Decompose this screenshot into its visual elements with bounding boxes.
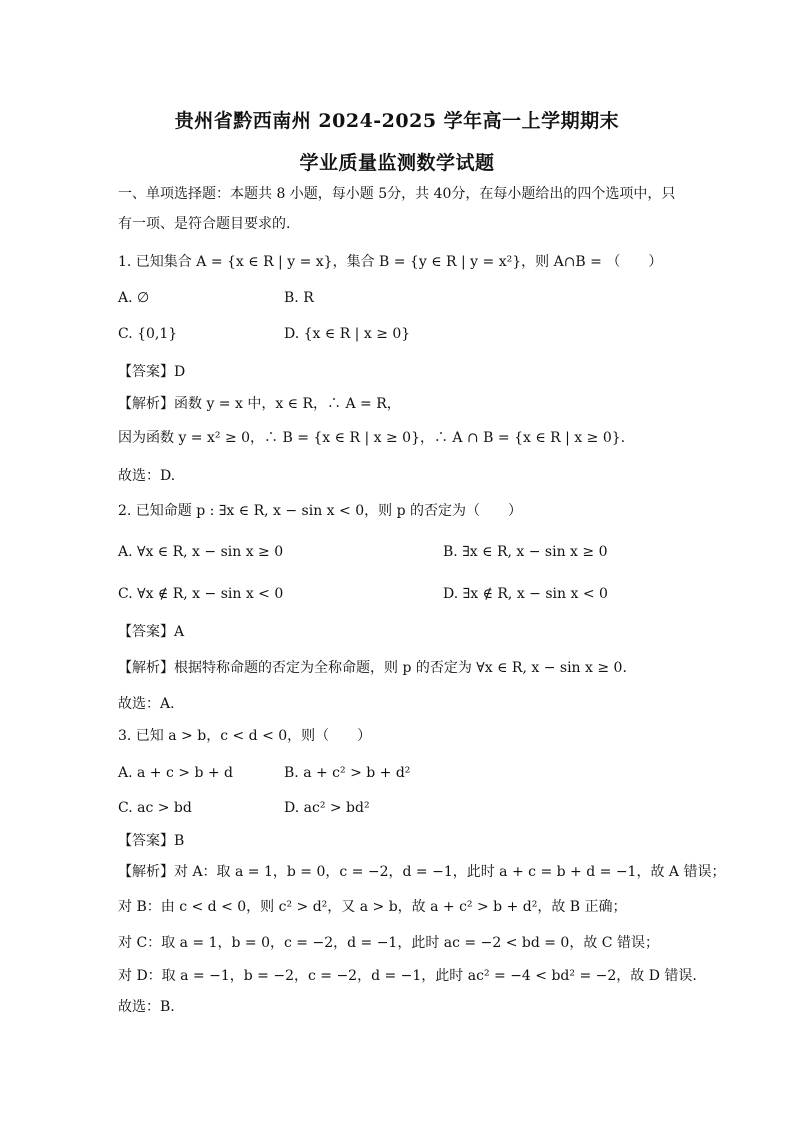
- q2-stem: 2. 已知命题 p : ∃x ∈ R, x − sin x < 0，则 p 的否定为（ ）: [118, 503, 522, 519]
- title-line-2: 学业质量监测数学试题: [299, 152, 495, 174]
- q1-answer: 【答案】D: [118, 364, 186, 380]
- q2-explanation-line-1: 【解析】根据特称命题的否定为全称命题，则 p 的否定为 ∀x ∈ R, x − sin x ≥ 0.: [118, 660, 627, 676]
- q3-explanation-line-1: 【解析】对 A：取 a = 1，b = 0，c = −2，d = −1，此时 a + c = b + d = −1，故 A 错误；: [118, 864, 726, 880]
- q3-option-a: A. a + c > b + d: [118, 765, 234, 781]
- q1-explanation-line-2: 因为函数 y = x² ≥ 0，∴ B = {x ∈ R | x ≥ 0}，∴ A ∩ B = {x ∈ R | x ≥ 0}.: [118, 430, 626, 446]
- q1-option-b: B. R: [284, 290, 314, 306]
- q3-option-b: B. a + c² > b + d²: [284, 765, 411, 781]
- q2-answer: 【答案】A: [118, 624, 185, 640]
- q2-option-b: B. ∃x ∈ R, x − sin x ≥ 0: [443, 544, 608, 560]
- q2-choice: 故选：A.: [118, 696, 175, 712]
- q1-option-c: C. {0,1}: [118, 326, 178, 342]
- q3-choice: 故选：B.: [118, 999, 175, 1015]
- q1-option-d: D. {x ∈ R | x ≥ 0}: [284, 326, 411, 342]
- q3-explanation-line-2: 对 B：由 c < d < 0，则 c² > d²，又 a > b，故 a + c² > b + d²，故 B 正确；: [118, 899, 627, 915]
- q2-option-c: C. ∀x ∉ R, x − sin x < 0: [118, 586, 284, 602]
- q1-choice: 故选：D.: [118, 468, 176, 484]
- q3-explanation-line-3: 对 C：取 a = 1，b = 0，c = −2，d = −1，此时 ac = −2 < bd = 0，故 C 错误；: [118, 935, 659, 951]
- q3-option-d: D. ac² > bd²: [284, 800, 370, 816]
- section-instruction-line-2: 有一项、是符合题目要求的.: [118, 216, 291, 232]
- q2-option-d: D. ∃x ∉ R, x − sin x < 0: [443, 586, 608, 602]
- q3-answer: 【答案】B: [118, 833, 185, 849]
- q3-stem: 3. 已知 a > b，c < d < 0，则（ ）: [118, 728, 372, 744]
- q3-explanation-line-4: 对 D：取 a = −1，b = −2，c = −2，d = −1，此时 ac² = −4 < bd² = −2，故 D 错误.: [118, 968, 697, 984]
- title-line-1: 贵州省黔西南州 2024-2025 学年高一上学期期末: [174, 110, 620, 132]
- section-instruction-line-1: 一、单项选择题：本题共 8 小题，每小题 5分，共 40分，在每小题给出的四个选项中，只: [118, 186, 676, 202]
- q1-stem: 1. 已知集合 A = {x ∈ R | y = x}，集合 B = {y ∈ R | y = x²}，则 A∩B = （ ）: [118, 254, 663, 270]
- q1-explanation-line-1: 【解析】函数 y = x 中，x ∈ R，∴ A = R，: [118, 396, 401, 412]
- q1-option-a: A. ∅: [118, 290, 150, 306]
- q2-option-a: A. ∀x ∈ R, x − sin x ≥ 0: [118, 544, 284, 560]
- q3-option-c: C. ac > bd: [118, 800, 192, 816]
